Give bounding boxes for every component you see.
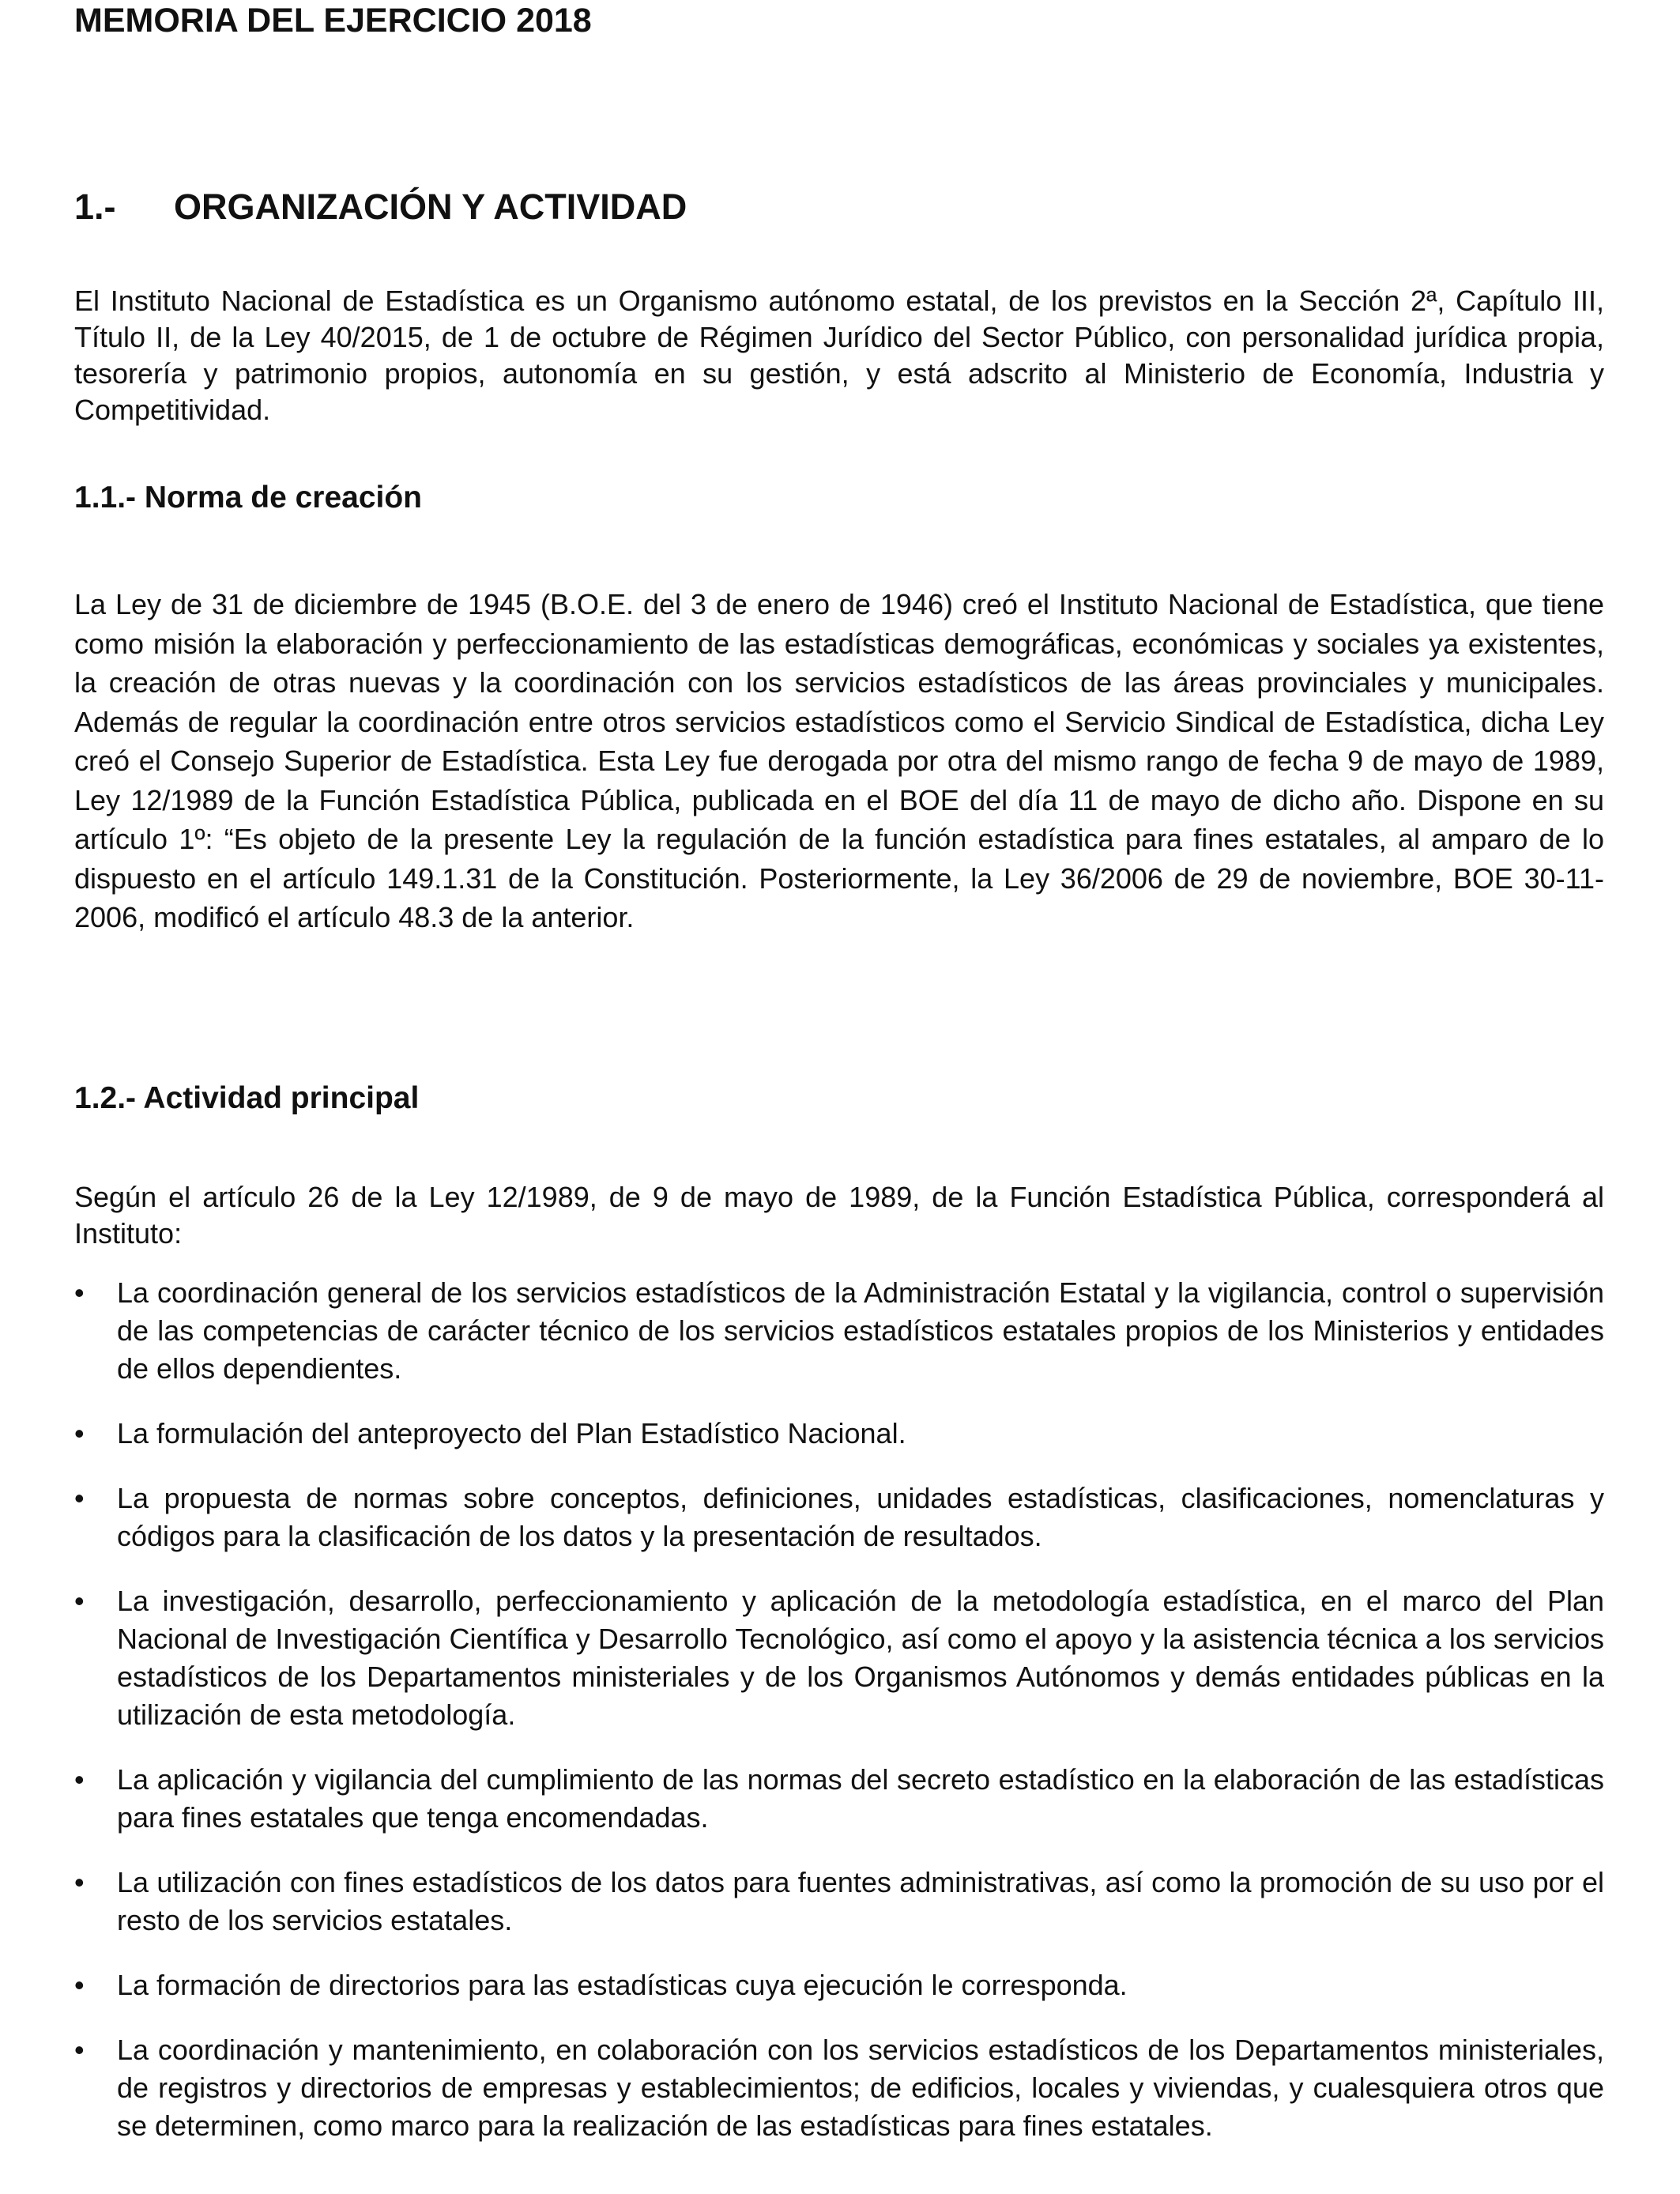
list-item-text: La propuesta de normas sobre conceptos, definiciones, unidades estadísticas, clasificaciones, nomenclaturas y códigos para la clasificación de los datos y la presentación de resultados.	[117, 1482, 1604, 1552]
list-item	[74, 1415, 1604, 1453]
subsection-heading-actividad-principal: 1.2.- Actividad principal	[74, 1081, 420, 1115]
list-item-text: La utilización con fines estadísticos de los datos para fuentes administrativas, así como la promoción de su uso por el resto de los servicios estatales.	[117, 1866, 1604, 1936]
list-item	[74, 1966, 1604, 2004]
list-item-text: La coordinación y mantenimiento, en colaboración con los servicios estadísticos de los Departamentos ministeriales, de registros y directorios de empresas y establecimientos; de edificios, locales y viviendas, y cualesquiera otros que se determinen, como marco para la realización de las estadísticas para fines estatales.	[117, 2034, 1604, 2142]
list-item	[74, 1274, 1604, 1388]
bullet-icon: •	[74, 1763, 85, 1796]
list-item	[74, 1582, 1604, 1734]
actividad-intro-paragraph: Según el artículo 26 de la Ley 12/1989, de 9 de mayo de 1989, de la Función Estadística Pública, corresponderá al Instituto:	[74, 1181, 1604, 1250]
list-item	[74, 1480, 1604, 1555]
bullet-icon: •	[74, 1969, 85, 2001]
section-intro-paragraph: El Instituto Nacional de Estadística es un Organismo autónomo estatal, de los previstos en la Sección 2ª, Capítulo III, Título II, de la Ley 40/2015, de 1 de octubre de Régimen Jurídico del Sector Público, con personalidad jurídica propia, tesorería y patrimonio propios, autonomía en su gestión, y está adscrito al Ministerio de Economía, Industria y Competitividad.	[74, 285, 1604, 426]
section-number: 1.-	[74, 187, 116, 227]
bullet-icon: •	[74, 1276, 85, 1309]
list-item-text: La formulación del anteproyecto del Plan Estadístico Nacional.	[117, 1417, 906, 1449]
list-item	[74, 1864, 1604, 1940]
section-title: ORGANIZACIÓN Y ACTIVIDAD	[174, 187, 687, 227]
bullet-icon: •	[74, 1417, 85, 1449]
actividad-bullet-list	[74, 1274, 1604, 2172]
norma-creacion-paragraph: La Ley de 31 de diciembre de 1945 (B.O.E. del 3 de enero de 1946) creó el Instituto Nacional de Estadística, que tiene como misión la elaboración y perfeccionamiento de las estadísticas demográficas, económicas y sociales ya existentes, la creación de otras nuevas y la coordinación con los servicios estadísticos de las áreas provinciales y municipales. Además de regular la coordinación entre otros servicios estadísticos como el Servicio Sindical de Estadística, dicha Ley creó el Consejo Superior de Estadística. Esta Ley fue derogada por otra del mismo rango de fecha 9 de mayo de 1989, Ley 12/1989 de la Función Estadística Pública, publicada en el BOE del día 11 de mayo de dicho año. Dispone en su artículo 1º: “Es objeto de la presente Ley la regulación de la función estadística para fines estatales, al amparo de lo dispuesto en el artículo 149.1.31 de la Constitución. Posteriormente, la Ley 36/2006 de 29 de noviembre, BOE 30-11-2006, modificó el artículo 48.3 de la anterior.	[74, 588, 1604, 933]
section-heading	[74, 185, 687, 229]
subsection-heading-norma-creacion: 1.1.- Norma de creación	[74, 481, 423, 515]
bullet-icon: •	[74, 1482, 85, 1514]
list-item	[74, 1761, 1604, 1837]
bullet-icon: •	[74, 1866, 85, 1898]
list-item-text: La aplicación y vigilancia del cumplimiento de las normas del secreto estadístico en la elaboración de las estadísticas para fines estatales que tenga encomendadas.	[117, 1763, 1604, 1834]
document-title: MEMORIA DEL EJERCICIO 2018	[74, 2, 592, 40]
bullet-icon: •	[74, 2034, 85, 2066]
bullet-icon: •	[74, 1585, 85, 1617]
list-item-text: La coordinación general de los servicios estadísticos de la Administración Estatal y la vigilancia, control o supervisión de las competencias de carácter técnico de los servicios estadísticos estatales propios de los Ministerios y entidades de ellos dependientes.	[117, 1276, 1604, 1385]
list-item-text: La investigación, desarrollo, perfeccionamiento y aplicación de la metodología estadística, en el marco del Plan Nacional de Investigación Científica y Desarrollo Tecnológico, así como el apoyo y la asistencia técnica a los servicios estadísticos de los Departamentos ministeriales y de los Organismos Autónomos y demás entidades públicas en la utilización de esta metodología.	[117, 1585, 1604, 1731]
list-item-text: La formación de directorios para las estadísticas cuya ejecución le corresponda.	[117, 1969, 1128, 2001]
list-item	[74, 2031, 1604, 2145]
